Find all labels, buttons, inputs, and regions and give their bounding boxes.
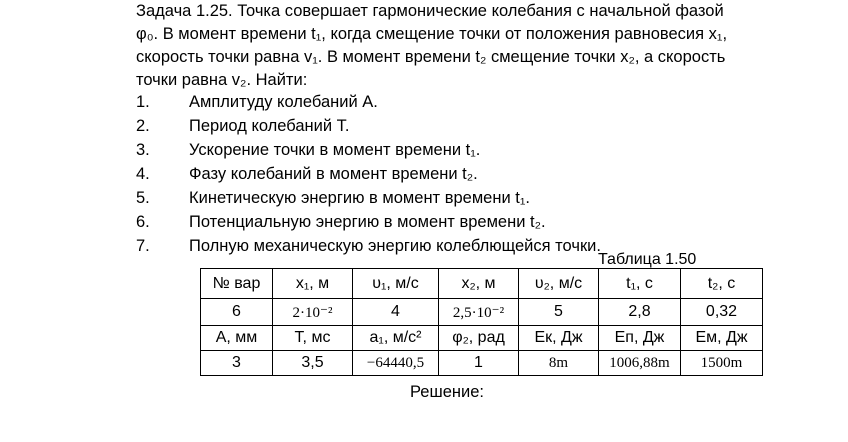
- list-item-number: 6.: [136, 213, 150, 231]
- table-header-row: [201, 269, 763, 299]
- list-item-text: Кинетическую энергию в момент времени t₁.: [189, 189, 530, 207]
- table-cell: 8m: [519, 351, 599, 376]
- table-row: [201, 351, 763, 376]
- list-item-text: Полную механическую энергию колеблющейся точки.: [189, 237, 601, 255]
- list-item-number: 2.: [136, 117, 150, 135]
- table-cell: 2·10⁻²: [273, 299, 353, 326]
- problem-line: скорость точки равна v₁. В момент времени t₂ смещение точки x₂, а скорость: [136, 48, 726, 66]
- list-item-text: Ускорение точки в момент времени t₁.: [189, 141, 481, 159]
- list-item: [136, 138, 776, 162]
- list-item-number: 7.: [136, 237, 150, 255]
- table-caption: Таблица 1.50: [598, 251, 697, 268]
- list-item: [136, 114, 776, 138]
- table-cell: 6: [201, 299, 273, 326]
- solution-label: Решение:: [410, 383, 484, 401]
- table-cell: Eк, Дж: [519, 326, 599, 351]
- task-list: [136, 90, 776, 258]
- table-cell: 5: [519, 299, 599, 326]
- list-item-text: Потенциальную энергию в момент времени t₂.: [189, 213, 546, 231]
- list-item-number: 4.: [136, 165, 150, 183]
- problem-statement: [136, 0, 764, 92]
- table-cell: −64440,5: [353, 351, 439, 376]
- table-cell: 2,8: [599, 299, 681, 326]
- table-cell: Eм, Дж: [681, 326, 763, 351]
- list-item: [136, 162, 776, 186]
- table-cell: A, мм: [201, 326, 273, 351]
- table-cell: 4: [353, 299, 439, 326]
- table-cell: 1006,88m: [599, 351, 681, 376]
- table-cell: 1: [439, 351, 519, 376]
- problem-line: φ₀. В момент времени t₁, когда смещение точки от положения равновесия x₁,: [136, 25, 728, 43]
- list-item-number: 3.: [136, 141, 150, 159]
- data-table: [200, 268, 763, 376]
- table-cell: a₁, м/с²: [353, 326, 439, 351]
- list-item-text: Период колебаний T.: [189, 117, 350, 135]
- table-cell: φ₂, рад: [439, 326, 519, 351]
- table-cell: Eп, Дж: [599, 326, 681, 351]
- problem-line: Задача 1.25. Точка совершает гармонические колебания с начальной фазой: [136, 2, 724, 20]
- table-cell: 3,5: [273, 351, 353, 376]
- list-item: [136, 90, 776, 114]
- table-cell: υ₁, м/с: [353, 269, 439, 299]
- table-cell: x₁, м: [273, 269, 353, 299]
- list-item-text: Амплитуду колебаний A.: [189, 93, 378, 111]
- list-item: [136, 210, 776, 234]
- table-cell: υ₂, м/с: [519, 269, 599, 299]
- problem-line: точки равна v₂. Найти:: [136, 71, 308, 89]
- table-cell: t₂, с: [681, 269, 763, 299]
- table-cell: № вар: [201, 269, 273, 299]
- list-item-number: 1.: [136, 93, 150, 111]
- list-item-text: Фазу колебаний в момент времени t₂.: [189, 165, 478, 183]
- table-cell: 3: [201, 351, 273, 376]
- table-header-row: [201, 326, 763, 351]
- table-cell: 2,5·10⁻²: [439, 299, 519, 326]
- table-cell: 0,32: [681, 299, 763, 326]
- table-cell: T, мс: [273, 326, 353, 351]
- table-cell: t₁, с: [599, 269, 681, 299]
- table-row: [201, 299, 763, 326]
- table-cell: x₂, м: [439, 269, 519, 299]
- table-cell: 1500m: [681, 351, 763, 376]
- list-item: [136, 186, 776, 210]
- list-item-number: 5.: [136, 189, 150, 207]
